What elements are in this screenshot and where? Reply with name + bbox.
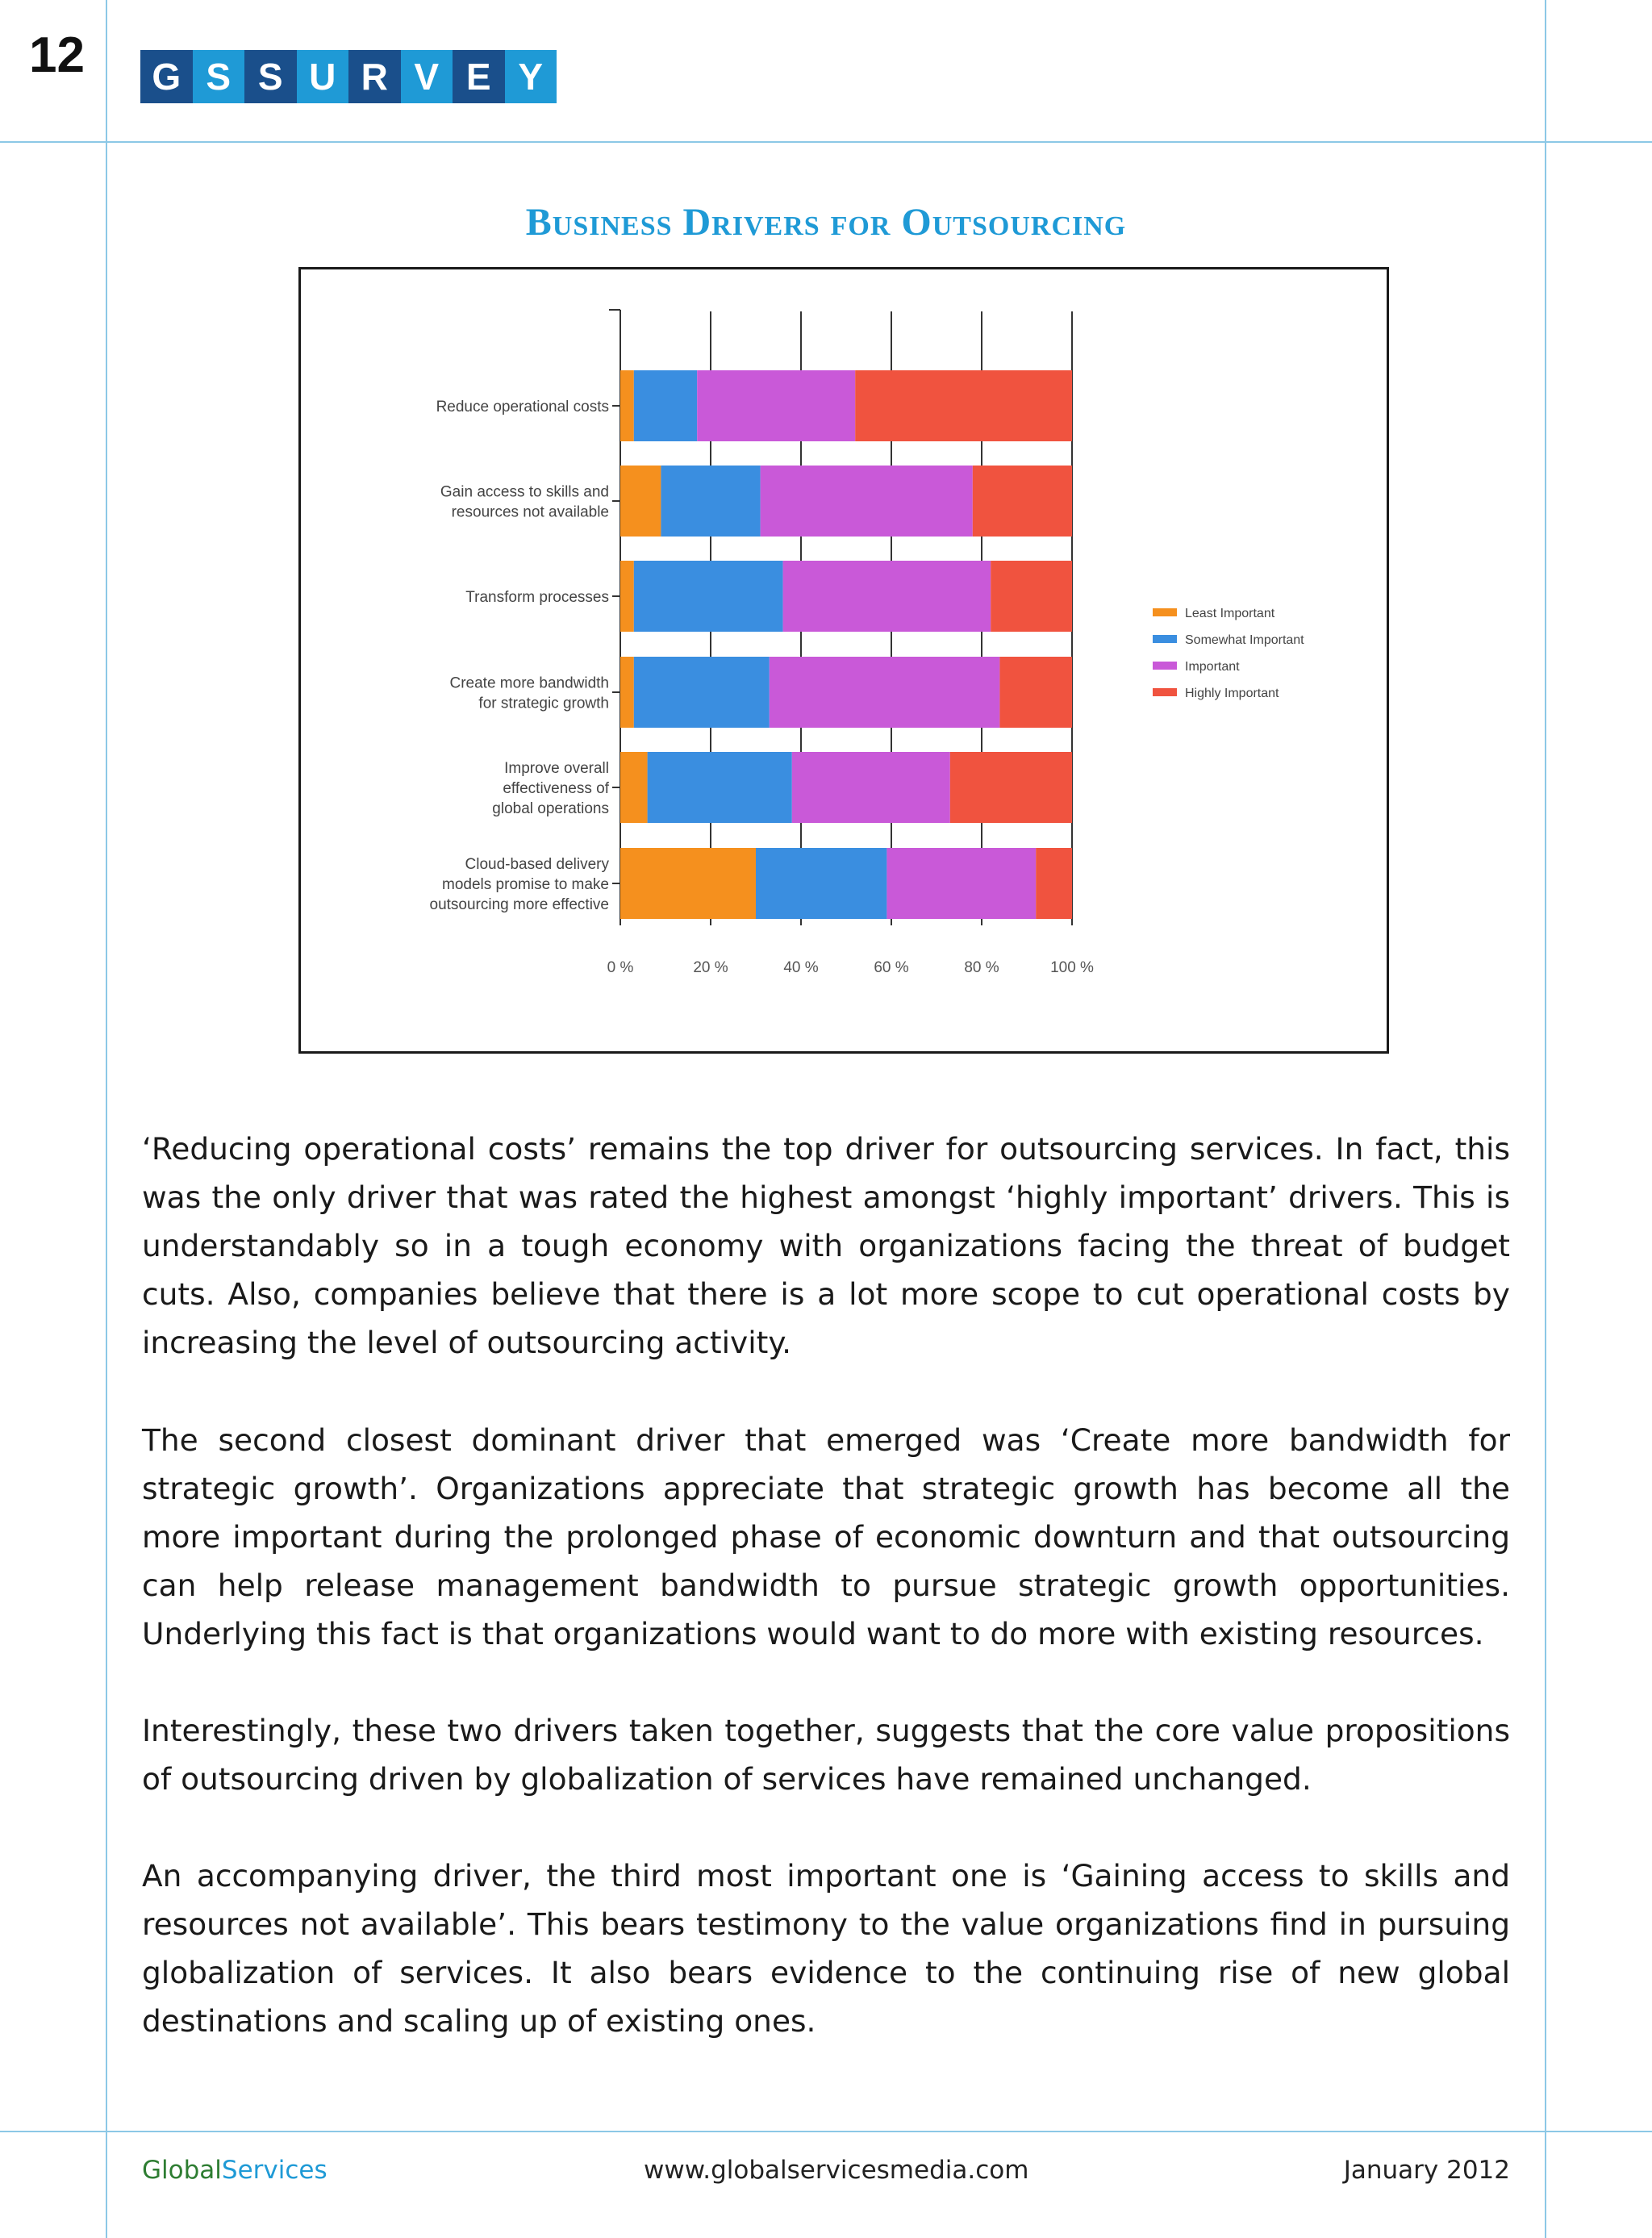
bar-segment bbox=[620, 370, 634, 441]
bar-segment bbox=[620, 848, 756, 919]
logo-letter: Y bbox=[505, 50, 557, 103]
footer-divider bbox=[0, 2131, 1652, 2132]
category-label: Transform processes bbox=[465, 589, 609, 606]
paragraph-3: Interestingly, these two drivers taken together, suggests that the core value propositions of outsourcing driven by globalization of services have remained unchanged. bbox=[142, 1713, 1510, 1797]
bar-segment bbox=[973, 466, 1072, 537]
bar-segment bbox=[661, 466, 760, 537]
category-label: Create more bandwidth bbox=[449, 674, 609, 692]
x-tick-label: 80 % bbox=[964, 959, 999, 976]
category-label: Improve overall bbox=[504, 760, 609, 777]
logo-letter: S bbox=[193, 50, 245, 103]
logo-letter: S bbox=[244, 50, 297, 103]
legend-swatch bbox=[1153, 635, 1177, 643]
footer-brand-global: Global bbox=[142, 2156, 222, 2185]
bar-segment bbox=[634, 561, 783, 632]
paragraph-4: An accompanying driver, the third most important one is ‘Gaining access to skills and resources not available’. This bears testimony to the value organizations find in pursuing globalization of services. It also bears evidence to the continuing rise of new global destinations and scaling up of existing ones. bbox=[142, 1858, 1510, 2039]
x-tick-label: 60 % bbox=[874, 959, 909, 976]
logo-letter: G bbox=[140, 50, 193, 103]
category-label: global operations bbox=[492, 800, 609, 817]
x-tick-label: 0 % bbox=[607, 959, 634, 976]
category-label: Reduce operational costs bbox=[436, 399, 609, 415]
header-divider bbox=[0, 141, 1652, 143]
stacked-bar-chart bbox=[301, 269, 1387, 1051]
x-tick-label: 20 % bbox=[693, 959, 728, 976]
bar-segment bbox=[991, 561, 1072, 632]
bar-segment bbox=[855, 370, 1072, 441]
category-label: Gain access to skills and bbox=[440, 483, 609, 501]
bar-segment bbox=[620, 561, 634, 632]
category-label: Cloud-based delivery bbox=[465, 856, 609, 873]
bar-segment bbox=[999, 657, 1072, 728]
paragraph-2: The second closest dominant driver that emerged was ‘Create more bandwidth for strategic growth’. Organizations appreciate that strategic growth has become all the more important during the prolonged phase of economic downturn and that outsourcing can help release management bandwidth to pursue strategic growth opportunities. Underlying this fact is that organizations would want to do more with existing resources. bbox=[142, 1422, 1510, 1651]
bar-segment bbox=[770, 657, 1000, 728]
category-label: effectiveness of bbox=[503, 780, 609, 797]
bar-segment bbox=[648, 752, 792, 823]
right-margin-line bbox=[1545, 0, 1546, 2238]
category-label: models promise to make bbox=[442, 876, 609, 893]
paragraph-1: ‘Reducing operational costs’ remains the top driver for outsourcing services. In fact, this was the only driver that was rated the highest amongst ‘highly important’ drivers. This is understandably so in a tough economy with organizations facing the threat of budget cuts. Also, companies believe that there is a lot more scope to cut operational costs by increasing the level of outsourcing activity. bbox=[142, 1131, 1510, 1360]
bar-segment bbox=[634, 657, 770, 728]
legend-label: Important bbox=[1185, 660, 1240, 674]
footer-brand-services: Services bbox=[221, 2156, 327, 2185]
category-label: outsourcing more effective bbox=[429, 896, 609, 913]
legend-swatch bbox=[1153, 608, 1177, 616]
category-label: resources not available bbox=[451, 503, 609, 521]
footer-url[interactable]: www.globalservicesmedia.com bbox=[644, 2156, 1029, 2185]
legend-swatch bbox=[1153, 688, 1177, 696]
bar-segment bbox=[950, 752, 1072, 823]
bar-segment bbox=[620, 752, 648, 823]
bar-segment bbox=[886, 848, 1036, 919]
logo-letter: V bbox=[401, 50, 453, 103]
bar-segment bbox=[756, 848, 886, 919]
x-tick-label: 40 % bbox=[783, 959, 819, 976]
bar-segment bbox=[1036, 848, 1072, 919]
legend-label: Highly Important bbox=[1185, 687, 1279, 700]
bar-segment bbox=[620, 657, 634, 728]
legend-swatch bbox=[1153, 662, 1177, 670]
bar-segment bbox=[620, 466, 661, 537]
logo-letter: U bbox=[297, 50, 349, 103]
bar-segment bbox=[697, 370, 855, 441]
page-number: 12 bbox=[29, 27, 85, 83]
left-margin-line bbox=[106, 0, 107, 2238]
legend-label: Least Important bbox=[1185, 607, 1275, 620]
bar-segment bbox=[761, 466, 973, 537]
x-tick-label: 100 % bbox=[1050, 959, 1094, 976]
chart-frame bbox=[298, 267, 1389, 1054]
chart-title: Business Drivers for Outsourcing bbox=[525, 201, 1127, 244]
legend-label: Somewhat Important bbox=[1185, 633, 1304, 647]
footer-date: January 2012 bbox=[1343, 2156, 1510, 2185]
logo-letter: E bbox=[453, 50, 505, 103]
category-label: for strategic growth bbox=[478, 695, 609, 712]
logo-letter: R bbox=[348, 50, 401, 103]
gs-survey-logo bbox=[140, 50, 557, 103]
bar-segment bbox=[792, 752, 950, 823]
bar-segment bbox=[634, 370, 697, 441]
footer-brand bbox=[142, 2156, 327, 2185]
bar-segment bbox=[783, 561, 991, 632]
